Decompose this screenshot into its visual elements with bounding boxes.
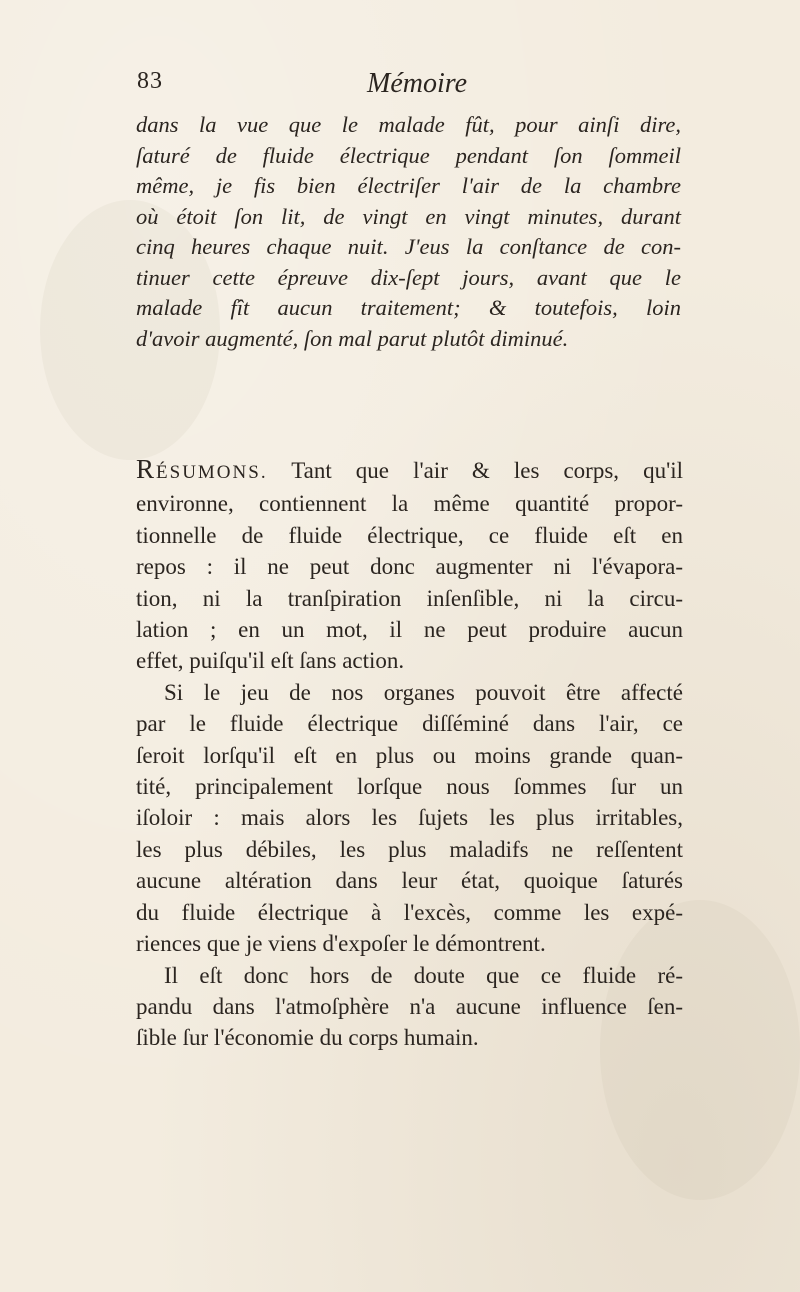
text-line: environne, contiennent la même quantité propor- (136, 491, 683, 517)
text-line: Si le jeu de nos organes pouvoit être affecté (164, 679, 683, 705)
text-line: les plus débiles, les plus maladifs ne reſſentent (136, 836, 683, 862)
text-line: par le fluide électrique diſſéminé dans l'air, ce (136, 711, 683, 737)
text-line: malade fît aucun traitement; & toutefois, loin (136, 295, 681, 320)
main-text (136, 454, 683, 1054)
text-line: tité, principalement lorſque nous ſommes ſur un (136, 774, 683, 800)
paragraph-conclusion (136, 960, 683, 1054)
text-line: effet, puiſqu'il eſt ſans action. (136, 648, 405, 674)
paragraph-si-le-jeu (136, 677, 683, 960)
text-line: dans la vue que le malade fût, pour ainſi dire, (136, 112, 681, 137)
text-line: pandu dans l'atmoſphère n'a aucune influence ſen- (136, 993, 683, 1019)
text-line (136, 454, 683, 488)
resumons-heading: RÉSUMONS. (136, 454, 268, 484)
text-line: iſoloir : mais alors les ſujets les plus irritables, (136, 805, 683, 831)
text-line: où étoit ſon lit, de vingt en vingt minutes, durant (136, 203, 681, 229)
running-title: Mémoire (367, 68, 468, 99)
page-number: 83 (137, 68, 163, 94)
text-line-content: Tant que l'air & les corps, qu'il (291, 458, 683, 483)
text-line: riences que je viens d'expoſer le démontrent. (136, 931, 546, 957)
text-line: d'avoir augmenté, ſon mal parut plutôt diminué. (136, 325, 569, 351)
italic-paragraph (136, 110, 681, 354)
text-line: repos : il ne peut donc augmenter ni l'évapora- (136, 554, 683, 580)
running-head (137, 68, 677, 104)
paragraph-resumons (136, 454, 683, 677)
text-line: Il eſt donc hors de doute que ce fluide ré- (164, 962, 683, 988)
text-line: aucune altération dans leur état, quoique ſaturés (136, 868, 683, 894)
text-line: même, je fis bien électriſer l'air de la chambre (136, 173, 681, 198)
text-line: ſeroit lorſqu'il eſt en plus ou moins grande quan- (136, 742, 683, 768)
text-line: tionnelle de fluide électrique, ce fluide eſt en (136, 522, 683, 548)
text-line: tion, ni la tranſpiration inſenſible, ni la circu- (136, 585, 683, 611)
text-line: cinq heures chaque nuit. J'eus la conſtance de con- (136, 234, 681, 259)
text-line: lation ; en un mot, il ne peut produire aucun (136, 617, 683, 643)
text-line: ſaturé de fluide électrique pendant ſon ſommeil (136, 142, 681, 168)
text-line: du fluide électrique à l'excès, comme les expé- (136, 899, 683, 925)
text-line: tinuer cette épreuve dix-ſept jours, avant que le (136, 264, 681, 290)
text-line: ſible ſur l'économie du corps humain. (136, 1025, 479, 1051)
